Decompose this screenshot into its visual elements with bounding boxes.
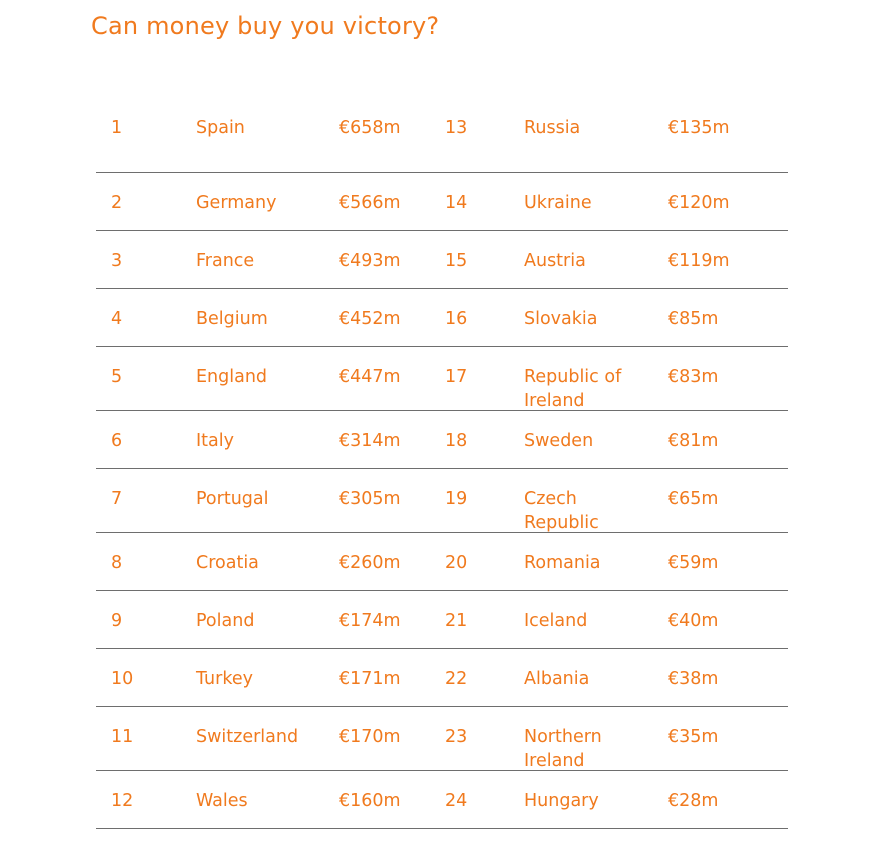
country: Austria (524, 251, 586, 271)
country: Iceland (524, 611, 588, 631)
country: Hungary (524, 791, 599, 811)
table-row (96, 289, 788, 347)
rank: 7 (111, 489, 123, 509)
rank: 2 (111, 193, 123, 213)
rank: 19 (445, 489, 468, 509)
country: France (196, 251, 255, 271)
table-row (96, 707, 788, 771)
page-title: Can money buy you victory? (91, 12, 440, 40)
rank: 18 (445, 431, 468, 451)
rank: 9 (111, 611, 123, 631)
table-row (96, 411, 788, 469)
rank: 16 (445, 309, 468, 329)
ranking-table (96, 98, 788, 829)
country: Wales (196, 791, 248, 811)
value: €452m (339, 309, 401, 329)
rank: 6 (111, 431, 123, 451)
country: Czech Republic (524, 489, 599, 533)
country: Sweden (524, 431, 594, 451)
value: €119m (668, 251, 730, 271)
value: €260m (339, 553, 401, 573)
table-row (96, 591, 788, 649)
value: €59m (668, 553, 719, 573)
country: Poland (196, 611, 255, 631)
value: €171m (339, 669, 401, 689)
country: England (196, 367, 268, 387)
rank: 20 (445, 553, 468, 573)
rank: 12 (111, 791, 134, 811)
rank: 4 (111, 309, 123, 329)
value: €658m (339, 118, 401, 138)
value: €85m (668, 309, 719, 329)
rank: 5 (111, 367, 123, 387)
rank: 3 (111, 251, 123, 271)
table-row (96, 98, 788, 173)
rank: 14 (445, 193, 468, 213)
table-row (96, 231, 788, 289)
value: €40m (668, 611, 719, 631)
country: Albania (524, 669, 590, 689)
country: Northern Ireland (524, 727, 602, 771)
table-row (96, 649, 788, 707)
value: €135m (668, 118, 730, 138)
value: €160m (339, 791, 401, 811)
country: Belgium (196, 309, 268, 329)
value: €120m (668, 193, 730, 213)
country: Turkey (196, 669, 253, 689)
value: €65m (668, 489, 719, 509)
table-row (96, 469, 788, 533)
table-row (96, 771, 788, 829)
value: €83m (668, 367, 719, 387)
rank: 22 (445, 669, 468, 689)
value: €35m (668, 727, 719, 747)
value: €566m (339, 193, 401, 213)
value: €28m (668, 791, 719, 811)
country: Portugal (196, 489, 269, 509)
rank: 1 (111, 118, 123, 138)
value: €174m (339, 611, 401, 631)
rank: 21 (445, 611, 468, 631)
value: €493m (339, 251, 401, 271)
country: Germany (196, 193, 277, 213)
country: Russia (524, 118, 581, 138)
rank: 8 (111, 553, 123, 573)
value: €38m (668, 669, 719, 689)
rank: 23 (445, 727, 468, 747)
value: €314m (339, 431, 401, 451)
value: €305m (339, 489, 401, 509)
country: Ukraine (524, 193, 592, 213)
country: Croatia (196, 553, 259, 573)
rank: 10 (111, 669, 134, 689)
table-row (96, 347, 788, 411)
country: Switzerland (196, 727, 299, 747)
rank: 15 (445, 251, 468, 271)
country: Spain (196, 118, 245, 138)
rank: 11 (111, 727, 134, 747)
value: €447m (339, 367, 401, 387)
value: €81m (668, 431, 719, 451)
rank: 13 (445, 118, 468, 138)
country: Republic of Ireland (524, 367, 622, 411)
value: €170m (339, 727, 401, 747)
rank: 17 (445, 367, 468, 387)
table-row (96, 173, 788, 231)
country: Romania (524, 553, 601, 573)
country: Italy (196, 431, 234, 451)
table-row (96, 533, 788, 591)
country: Slovakia (524, 309, 598, 329)
rank: 24 (445, 791, 468, 811)
